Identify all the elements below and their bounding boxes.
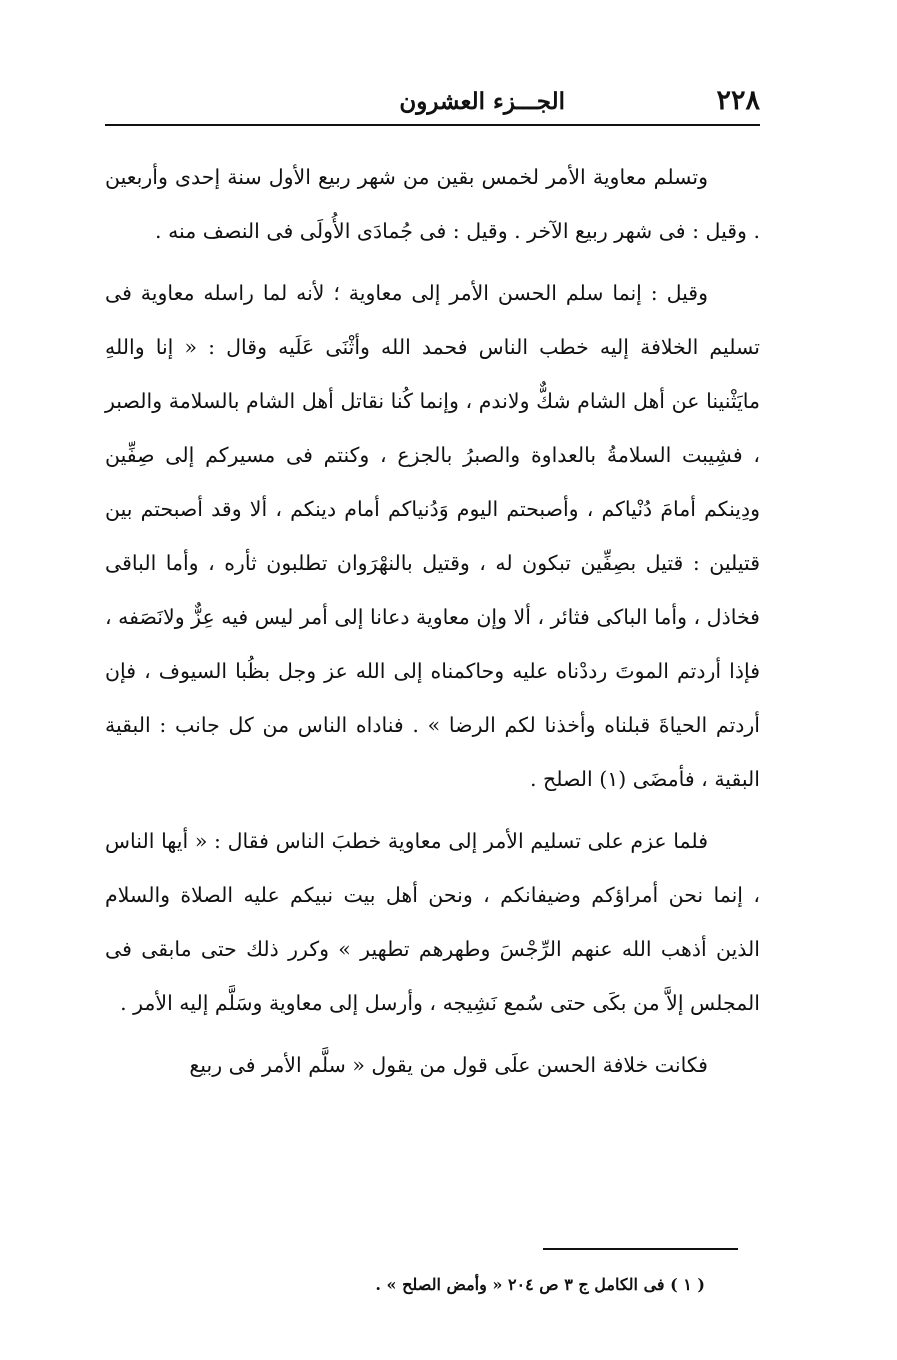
running-head: الجـــزء العشرون <box>399 88 565 115</box>
paragraph-1: وتسلم معاوية الأمر لخمس بقين من شهر ربيع الأول سنة إحدى وأربعين . وقيل : فى شهر ربيع الآخر . وقيل : فى جُمادَى الأُولَى فى النصف منه . <box>105 165 760 243</box>
paragraph-2: وقيل : إنما سلم الحسن الأمر إلى معاوية ؛ لأنه لما راسله معاوية فى تسليم الخلافة إليه خطب الناس فحمد الله وأثْنَى عَلَيه وقال : « إنا واللهِ مايَثْنينا عن أهل الشام شكٌّ ولاندم ، وإنما كُنا نقاتل أهل الشام بالسلامة والصبر ، فشِيبت السلامةُ بالعداوة والصبرُ بالجزع ، وكنتم فى مسيركم إلى صِفِّين ودِينكم أمامَ دُنْياكم ، وأصبحتم اليوم وَدُنياكم أمام دينكم ، ألا وقد أصبحتم بين قتيلين : قتيل بصِفِّين تبكون له ، وقتيل بالنهْرَوان تطلبون ثأره ، وأما الباقى فخاذل ، وأما الباكى فثائر ، ألا وإن معاوية دعانا إلى أمر ليس فيه عِزٌّ ولانَصَفه ، فإذا أردتم الموتَ رددْناه عليه وحاكمناه إلى الله عز وجل بظُبا السيوف ، فإن أردتم الحياةَ قبلناه وأخذنا لكم الرضا » . فناداه الناس من كل جانب : البقية البقية ، فأمضَى (١) الصلح . <box>105 281 760 791</box>
footnote-rule <box>543 1248 738 1250</box>
header-rule <box>105 124 760 126</box>
body-text <box>105 150 760 1092</box>
page-number: ٢٢٨ <box>716 85 760 116</box>
footnote: ( ١ ) فى الكامل ج ٣ ص ٢٠٤ « وأمض الصلح » . <box>375 1275 705 1294</box>
paragraph-3: فلما عزم على تسليم الأمر إلى معاوية خطبَ الناس فقال : « أيها الناس ، إنما نحن أمراؤكم وضيفانكم ، ونحن أهل بيت نبيكم عليه الصلاة والسلام الذين أذهب الله عنهم الرِّجْسَ وطهرهم تطهير » وكرر ذلك حتى مابقى فى المجلس إلاَّ من بكَى حتى سُمع نَشِيجه ، وأرسل إلى معاوية وسَلَّم إليه الأمر . <box>105 829 760 1015</box>
paragraph-4: فكانت خلافة الحسن علَى قول من يقول « سلَّم الأمر فى ربيع <box>189 1053 708 1077</box>
page-header <box>105 82 760 126</box>
